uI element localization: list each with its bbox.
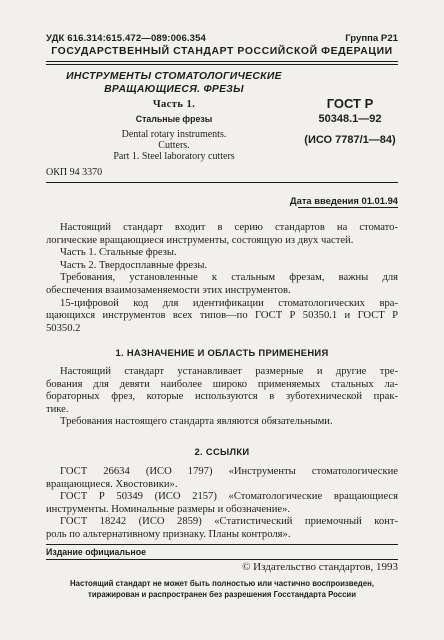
intro-line: Часть 1. Стальные фрезы. [60, 247, 177, 259]
section-1-line: тике. [46, 403, 69, 415]
reference-line: ГОСТ Р 50349 (ИСО 2157) «Стоматологические вращающиеся [60, 491, 398, 503]
footer-rule [46, 544, 398, 545]
footer-rule-lower [46, 559, 398, 560]
english-title-line-2: Cutters. [158, 140, 190, 151]
part-number: Часть 1. [152, 99, 196, 110]
intro-line: Требования, установленные к стальным фрезам, важны для [60, 272, 398, 284]
intro-text [46, 222, 398, 335]
copyright: © Издательство стандартов, 1993 [242, 561, 398, 573]
reference-line: ГОСТ 26634 (ИСО 1797) «Инструменты стоматологические [60, 466, 398, 477]
header-rule [46, 61, 398, 62]
intro-line: логические вращающиеся инструменты, состоящую из двух частей. [46, 234, 354, 246]
section-2-heading: 2. ССЫЛКИ [194, 446, 250, 457]
reference-line: роль по альтернативному признаку. Планы контроля». [46, 528, 291, 540]
section-1-text [46, 366, 398, 429]
iso-reference: (ИСО 7787/1—84) [304, 134, 396, 146]
intro-line: обеспечения взаимозаменяемости этих инструментов. [46, 284, 291, 296]
header-rule-thin [46, 64, 398, 65]
okp-code: ОКП 94 3370 [46, 167, 103, 178]
udk-code: УДК 616.314:615.472—089:006.354 [46, 33, 206, 44]
reproduction-notice-line-2: тиражирован и распространен без разрешения Госстандарта России [88, 590, 356, 599]
state-standard-heading: ГОСУДАРСТВЕННЫЙ СТАНДАРТ РОССИЙСКОЙ ФЕДЕРАЦИИ [51, 46, 393, 57]
reproduction-notice-line-1: Настоящий стандарт не может быть полностью или частично воспроизведен, [70, 579, 374, 588]
section-2-text [46, 466, 398, 542]
reference-line: вращающиеся. Хвостовики». [46, 478, 178, 490]
section-1-line: Настоящий стандарт устанавливает размерные и другие тре- [60, 366, 398, 377]
part-name: Стальные фрезы [135, 114, 213, 124]
section-1-line: бораторных фрез, которые используются в зуботехнической прак- [46, 391, 398, 403]
section-1-line: Требования настоящего стандарта являются обязательными. [60, 416, 333, 428]
intro-line: 50350.2 [46, 322, 81, 334]
group-code: Группа Р21 [345, 33, 398, 44]
date-rule [298, 207, 398, 208]
gost-label: ГОСТ Р [326, 96, 374, 111]
official-edition: Издание официальное [46, 547, 146, 557]
reference-line: ГОСТ 18242 (ИСО 2859) «Статистический приемочный конт- [60, 516, 398, 528]
english-title-line-1: Dental rotary instruments. [121, 129, 227, 140]
title-block-rule [46, 182, 398, 183]
title-line-2: ВРАЩАЮЩИЕСЯ. ФРЕЗЫ [104, 84, 244, 95]
intro-line: Часть 2. Твердосплавные фрезы. [60, 259, 208, 271]
intro-line: щающихся инструментов всех типов—по ГОСТ Р 50350.1 и ГОСТ Р [46, 310, 398, 322]
english-title-line-3: Part 1. Steel laboratory cutters [113, 151, 235, 162]
introduction-date: Дата введения 01.01.94 [289, 195, 398, 206]
section-1-line: бования для девяти наиболее широко применяемых стальных ла- [46, 378, 398, 390]
gost-number: 50348.1—92 [318, 113, 382, 125]
intro-line: Настоящий стандарт входит в серию стандартов на стомато- [60, 222, 398, 233]
reference-line: инструменты. Номинальные размеры и обозначение». [46, 503, 291, 515]
section-1-heading: 1. НАЗНАЧЕНИЕ И ОБЛАСТЬ ПРИМЕНЕНИЯ [115, 347, 329, 358]
title-line-1: ИНСТРУМЕНТЫ СТОМАТОЛОГИЧЕСКИЕ [66, 71, 282, 82]
intro-line: 15-цифровой код для идентификации стоматологических вра- [60, 297, 398, 309]
